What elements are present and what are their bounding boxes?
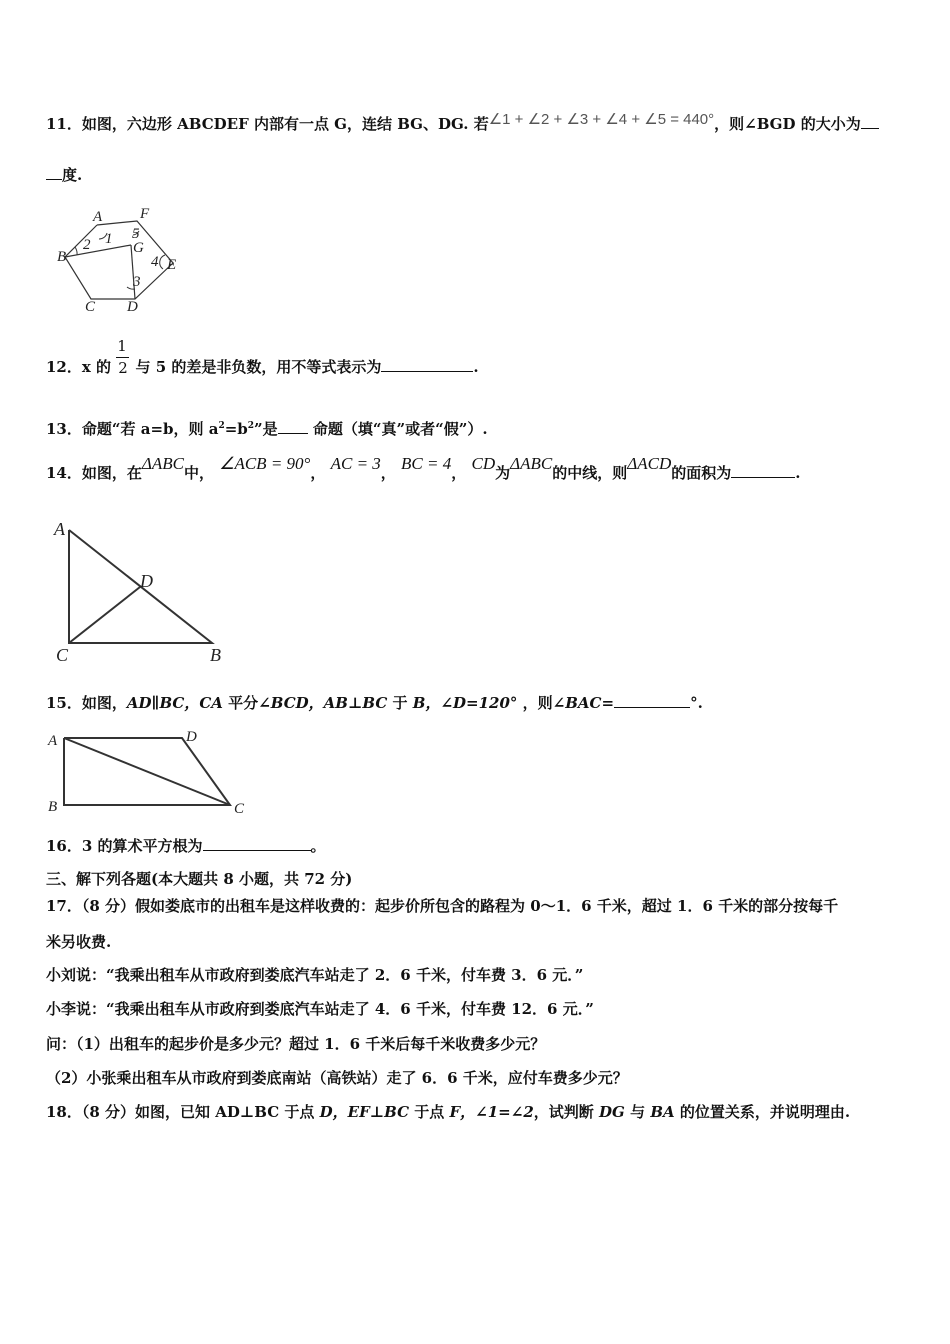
q15-t5: ∠BAC= <box>552 694 615 712</box>
q11-line1 <box>46 111 879 135</box>
q13-line <box>46 416 488 439</box>
q13-sup1: 2 <box>218 421 225 431</box>
q15-label: C <box>234 801 245 817</box>
q15-s3: 于 <box>392 694 408 712</box>
q17-line6-text: （2）小张乘出租车从市政府到娄底南站（高铁站）走了 6．6 千米，应付车费多少元？ <box>46 1069 628 1087</box>
q11-label: D <box>127 299 138 315</box>
q18-e: ，试判断 <box>533 1103 594 1121</box>
q17-line3-text: 小刘说：“我乘出租车从市政府到娄底汽车站走了 2．6 千米，付车费 3．6 元．” <box>46 966 584 984</box>
q16-text: 16．3 的算术平方根为 <box>46 837 203 855</box>
q17-line6 <box>46 1068 628 1088</box>
q15-trapezoid-figure <box>44 725 259 820</box>
q15-prefix: 15．如图， <box>46 694 127 712</box>
q18-line <box>46 1102 850 1122</box>
q13-suffix: ”是 <box>254 420 278 438</box>
q15-blank <box>614 693 690 708</box>
q11-label: A <box>93 209 103 225</box>
q13-end: 命题（填“真”或者“假”）. <box>312 420 488 438</box>
q12-blank <box>381 357 473 372</box>
q16-blank <box>203 836 311 851</box>
q14-t7: ΔACD <box>627 454 672 473</box>
q18-f: DG <box>599 1103 625 1121</box>
q13-sup2: 2 <box>247 421 255 431</box>
q17-line4 <box>46 999 594 1019</box>
q14-t1: ΔABC <box>141 454 184 473</box>
q11-blank-a <box>861 114 879 129</box>
q14-blank <box>731 463 795 478</box>
q11-label: 4 <box>151 254 159 270</box>
q11-line2 <box>46 165 82 185</box>
q11-hexagon-figure <box>55 205 190 315</box>
q11-label: C <box>85 299 96 315</box>
q15-line <box>46 693 703 713</box>
q14-t5: CD <box>471 454 496 473</box>
q14-prefix: 14．如图，在 <box>46 464 142 482</box>
q14-s6: 的中线，则 <box>552 464 628 482</box>
q15-s1: 平分 <box>228 694 259 712</box>
q13-blank <box>278 419 308 434</box>
q18-c: 于点 <box>414 1103 445 1121</box>
q18-h: BA <box>650 1103 675 1121</box>
q12-prefix: 12．x 的 <box>46 358 112 376</box>
q14-t3: AC = 3 <box>330 454 381 473</box>
q14-t6: ΔABC <box>510 454 553 473</box>
q15-t4: B，∠D=120° <box>412 694 518 712</box>
q18-g: 与 <box>630 1103 646 1121</box>
section3-title-text: 三、解下列各题(本大题共 8 小题，共 72 分) <box>46 870 353 888</box>
q15-t3: AB⊥BC <box>323 694 388 712</box>
q12-frac-num: 1 <box>117 337 127 355</box>
q17-line2 <box>46 932 111 952</box>
q15-end: °. <box>690 694 703 712</box>
q17-line5 <box>46 1034 545 1054</box>
q14-s5: 为 <box>495 464 511 482</box>
q14-t4: BC = 4 <box>401 454 452 473</box>
q11-label: E <box>167 257 177 273</box>
q11-label: 3 <box>133 274 141 290</box>
q14-label: A <box>54 519 65 539</box>
q15-t2: ∠BCD， <box>258 694 324 712</box>
q11-text-a: 11．如图，六边形 ABCDEF 内部有一点 G，连结 BG、DG. 若 <box>46 115 489 133</box>
q18-i: 的位置关系，并说明理由. <box>679 1103 851 1121</box>
q17-line5-text: 问：（1）出租车的起步价是多少元？超过 1．6 千米后每千米收费多少元？ <box>46 1035 546 1053</box>
q14-label: B <box>210 645 221 665</box>
q13-mid: =b <box>224 420 248 438</box>
q18-b: D，EF⊥BC <box>319 1103 410 1121</box>
q14-s2: ， <box>310 464 326 482</box>
q12-frac-den: 2 <box>118 359 128 377</box>
q16-end: 。 <box>310 837 326 855</box>
q17-line1 <box>46 896 838 916</box>
q17-line3 <box>46 965 583 985</box>
q12-fraction <box>116 337 130 378</box>
q11-formula: ∠1 + ∠2 + ∠3 + ∠4 + ∠5 = 440° <box>488 111 715 128</box>
q11-label: 1 <box>105 231 113 247</box>
q17-line1-text: 17．（8 分）假如娄底市的出租车是这样收费的：起步价所包含的路程为 0～1．6 千米，超过 1．6 千米的部分按每千 <box>46 897 839 915</box>
q11-blank-b <box>46 165 62 180</box>
q13-prefix: 13．命题“若 a=b，则 a <box>46 420 219 438</box>
q12-end: . <box>473 358 479 376</box>
q11-label: F <box>140 206 150 222</box>
q11-label: 2 <box>83 237 91 253</box>
q11-label: G <box>133 240 144 256</box>
q14-line <box>46 454 801 483</box>
q14-s3: ， <box>380 464 396 482</box>
q12-suffix: 与 5 的差是非负数，用不等式表示为 <box>135 358 382 376</box>
q17-line4-text: 小李说：“我乘出租车从市政府到娄底汽车站走了 4．6 千米，付车费 12．6 元．” <box>46 1000 594 1018</box>
q15-label: B <box>48 799 58 815</box>
q14-triangle-figure <box>48 515 238 670</box>
q11-text-c: 度. <box>62 166 83 184</box>
q15-label: A <box>48 733 58 749</box>
section3-title <box>46 869 352 889</box>
q14-s7: 的面积为 <box>671 464 732 482</box>
q16-line <box>46 836 326 856</box>
q11-label: 5 <box>132 226 140 242</box>
q14-label: C <box>56 645 69 665</box>
q14-label: D <box>140 571 153 591</box>
q11-label: B <box>57 249 67 265</box>
q14-s1: 中， <box>183 464 214 482</box>
q12-line <box>46 337 479 378</box>
q17-line2-text: 米另收费. <box>46 933 112 951</box>
q18-a: 18．（8 分）如图，已知 AD⊥BC 于点 <box>46 1103 315 1121</box>
q15-t1: AD∥BC，CA <box>126 694 223 712</box>
q15-s4: ，则 <box>522 694 553 712</box>
q14-end: . <box>795 464 801 482</box>
q15-label: D <box>186 729 197 745</box>
q14-s4: ， <box>451 464 467 482</box>
q18-d: F，∠1=∠2 <box>449 1103 534 1121</box>
q14-t2: ∠ACB = 90° <box>219 454 311 473</box>
q11-text-b: ，则∠BGD 的大小为 <box>714 115 861 133</box>
